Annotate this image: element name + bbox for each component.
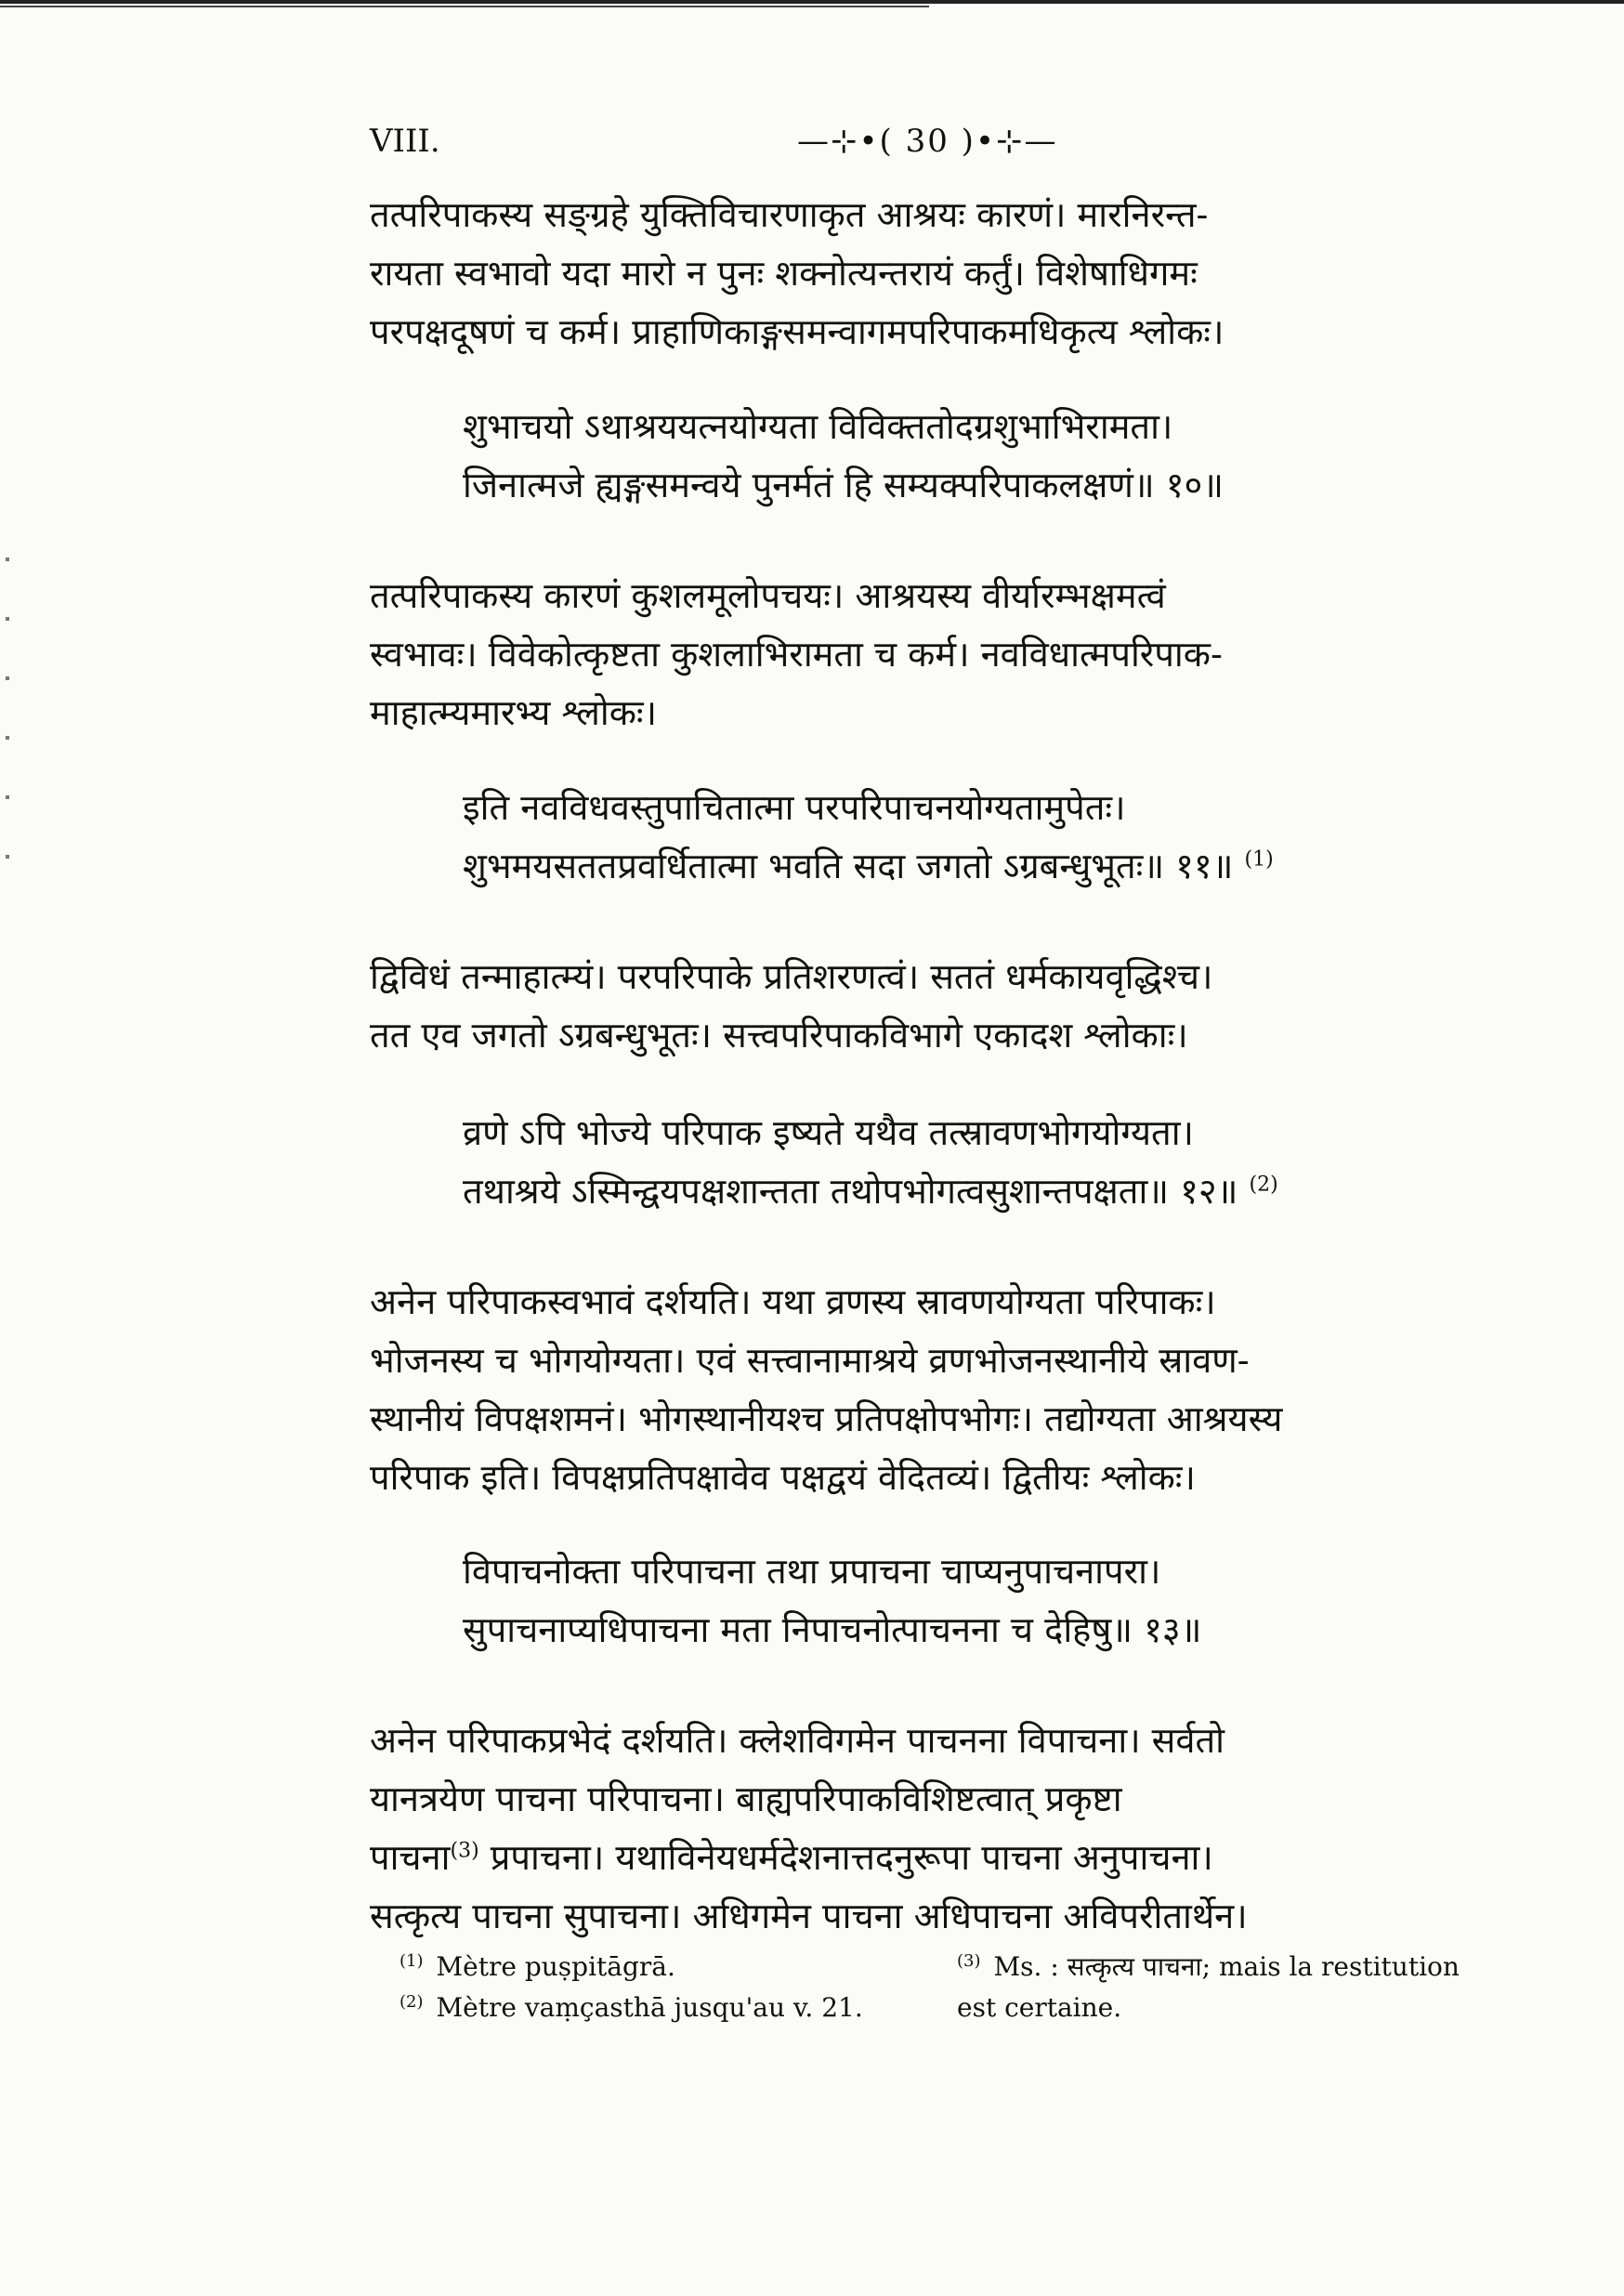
footnotes xyxy=(399,1947,1505,2067)
verse-line: इति नवविधवस्तुपाचितात्मा परपरिपाचनयोग्यतामुपेतः। xyxy=(463,787,1126,828)
text-line: तत्परिपाकस्य सङ्ग्रहे युक्तिविचारणाकृत आश्रयः कारणं। मारनिरन्त- xyxy=(370,194,1209,235)
verse-line: सुपाचनाप्यधिपाचना मता निपाचनोत्पाचनना च देहिषु॥ १३॥ xyxy=(463,1609,1202,1650)
verse-11 xyxy=(463,779,1494,896)
footnote-2 xyxy=(399,1988,929,2028)
margin-specks xyxy=(6,558,11,914)
prose-paragraph xyxy=(370,948,1494,1065)
verse-13 xyxy=(463,1542,1494,1660)
verse-text: शुभमयसततप्रवर्धितात्मा भवति सदा जगतो ऽग्रबन्धुभूतः॥ ११॥ xyxy=(463,846,1234,886)
prose-paragraph xyxy=(370,186,1494,361)
speck xyxy=(6,558,9,561)
text-line: रायता स्वभावो यदा मारो न पुनः शक्नोत्यन्तरायं कर्तुं। विशेषाधिगमः xyxy=(370,253,1198,294)
verse-line xyxy=(463,837,1494,896)
verse-text: पाचना xyxy=(370,1837,451,1878)
speck xyxy=(6,736,9,740)
section-label: VIII. xyxy=(370,123,440,160)
footnote-marker: (2) xyxy=(399,1991,424,2012)
text-line xyxy=(370,1829,1494,1887)
footnote-marker: (3) xyxy=(957,1950,981,1971)
text-line: परपक्षदूषणं च कर्म। प्राहाणिकाङ्गसमन्वागमपरिपाकमधिकृत्य श्लोकः। xyxy=(370,311,1225,352)
speck xyxy=(6,795,9,799)
verse-line: विपाचनोक्ता परिपाचना तथा प्रपाचना चाप्यनुपाचनापरा। xyxy=(463,1551,1161,1592)
text-line: परिपाक इति। विपक्षप्रतिपक्षावेव पक्षद्वयं वेदितव्यं। द्वितीयः श्लोकः। xyxy=(370,1457,1196,1498)
footnote-ref-2: (2) xyxy=(1249,1173,1278,1197)
text-line: भोजनस्य च भोगयोग्यता। एवं सत्त्वानामाश्रये व्रणभोजनस्थानीये स्रावण- xyxy=(370,1340,1250,1381)
verse-line: शुभाचयो ऽथाश्रययत्नयोग्यता विविक्ततोदग्रशुभाभिरामता। xyxy=(463,406,1173,447)
verse-text: प्रपाचना। यथाविनेयधर्मदेशनात्तदनुरूपा पाचना अनुपाचना। xyxy=(478,1837,1213,1878)
verse-line: व्रणे ऽपि भोज्ये परिपाक इष्यते यथैव तत्स्रावणभोगयोग्यता। xyxy=(463,1112,1194,1153)
text-line: स्वभावः। विवेकोत्कृष्टता कुशलाभिरामता च कर्म। नवविधात्मपरिपाक- xyxy=(370,634,1223,675)
top-rule xyxy=(0,0,1624,4)
text-line: अनेन परिपाकस्वभावं दर्शयति। यथा व्रणस्य स्रावणयोग्यता परिपाकः। xyxy=(370,1281,1216,1322)
verse-text: तथाश्रये ऽस्मिन्द्वयपक्षशान्तता तथोपभोगत्वसुशान्तपक्षता॥ १२॥ xyxy=(463,1171,1238,1212)
prose-paragraph xyxy=(370,1712,1494,1946)
text-line: द्विविधं तन्माहात्म्यं। परपरिपाके प्रतिशरणत्वं। सततं धर्मकायवृद्धिश्च। xyxy=(370,956,1213,997)
footnote-column-right xyxy=(957,1947,1505,2028)
footnote-marker: (1) xyxy=(399,1950,424,1971)
verse-line: जिनात्मजे ह्यङ्गसमन्वये पुनर्मतं हि सम्यक्परिपाकलक्षणं॥ १०॥ xyxy=(463,465,1225,505)
text-line: माहात्म्यमारभ्य श्लोकः। xyxy=(370,692,657,733)
footnote-text: Ms. : सत्कृत्य पाचना; mais la restitution est certaine. xyxy=(957,1951,1460,2023)
footnote-ref-3: (3) xyxy=(450,1839,479,1863)
page-number: —⊹•( 30 )•⊹— xyxy=(797,123,1058,160)
text-line: सत्कृत्य पाचना सुपाचना। अधिगमेन पाचना अधिपाचना अविपरीतार्थेन। xyxy=(370,1896,1248,1936)
footnote-3 xyxy=(957,1947,1505,2028)
text-line: यानत्रयेण पाचना परिपाचना। बाह्यपरिपाकविशिष्टत्वात् प्रकृष्टा xyxy=(370,1778,1122,1819)
verse-line xyxy=(463,1162,1494,1221)
footnote-ref-1: (1) xyxy=(1244,847,1274,872)
text-line: अनेन परिपाकप्रभेदं दर्शयति। क्लेशविगमेन पाचनना विपाचना। सर्वतो xyxy=(370,1720,1225,1761)
prose-paragraph xyxy=(370,567,1494,742)
prose-paragraph xyxy=(370,1273,1494,1507)
speck xyxy=(6,617,9,621)
footnote-column-left xyxy=(399,1947,929,2028)
footnote-1 xyxy=(399,1947,929,1988)
verse-12 xyxy=(463,1104,1494,1221)
speck xyxy=(6,676,9,680)
text-line: तत एव जगतो ऽग्रबन्धुभूतः। सत्त्वपरिपाकविभागे एकादश श्लोकाः। xyxy=(370,1015,1188,1056)
speck xyxy=(6,855,9,859)
page-header xyxy=(370,119,1531,165)
text-line: स्थानीयं विपक्षशमनं। भोगस्थानीयश्च प्रतिपक्षोपभोगः। तद्योग्यता आश्रयस्य xyxy=(370,1398,1283,1439)
text-line: तत्परिपाकस्य कारणं कुशलमूलोपचयः। आश्रयस्य वीर्यारम्भक्षमत्वं xyxy=(370,575,1166,616)
footnote-text: Mètre vaṃçasthā jusqu'au v. 21. xyxy=(436,1992,863,2023)
footnote-text: Mètre puṣpitāgrā. xyxy=(436,1951,675,1982)
top-rule-secondary xyxy=(0,6,929,7)
verse-10 xyxy=(463,398,1494,515)
